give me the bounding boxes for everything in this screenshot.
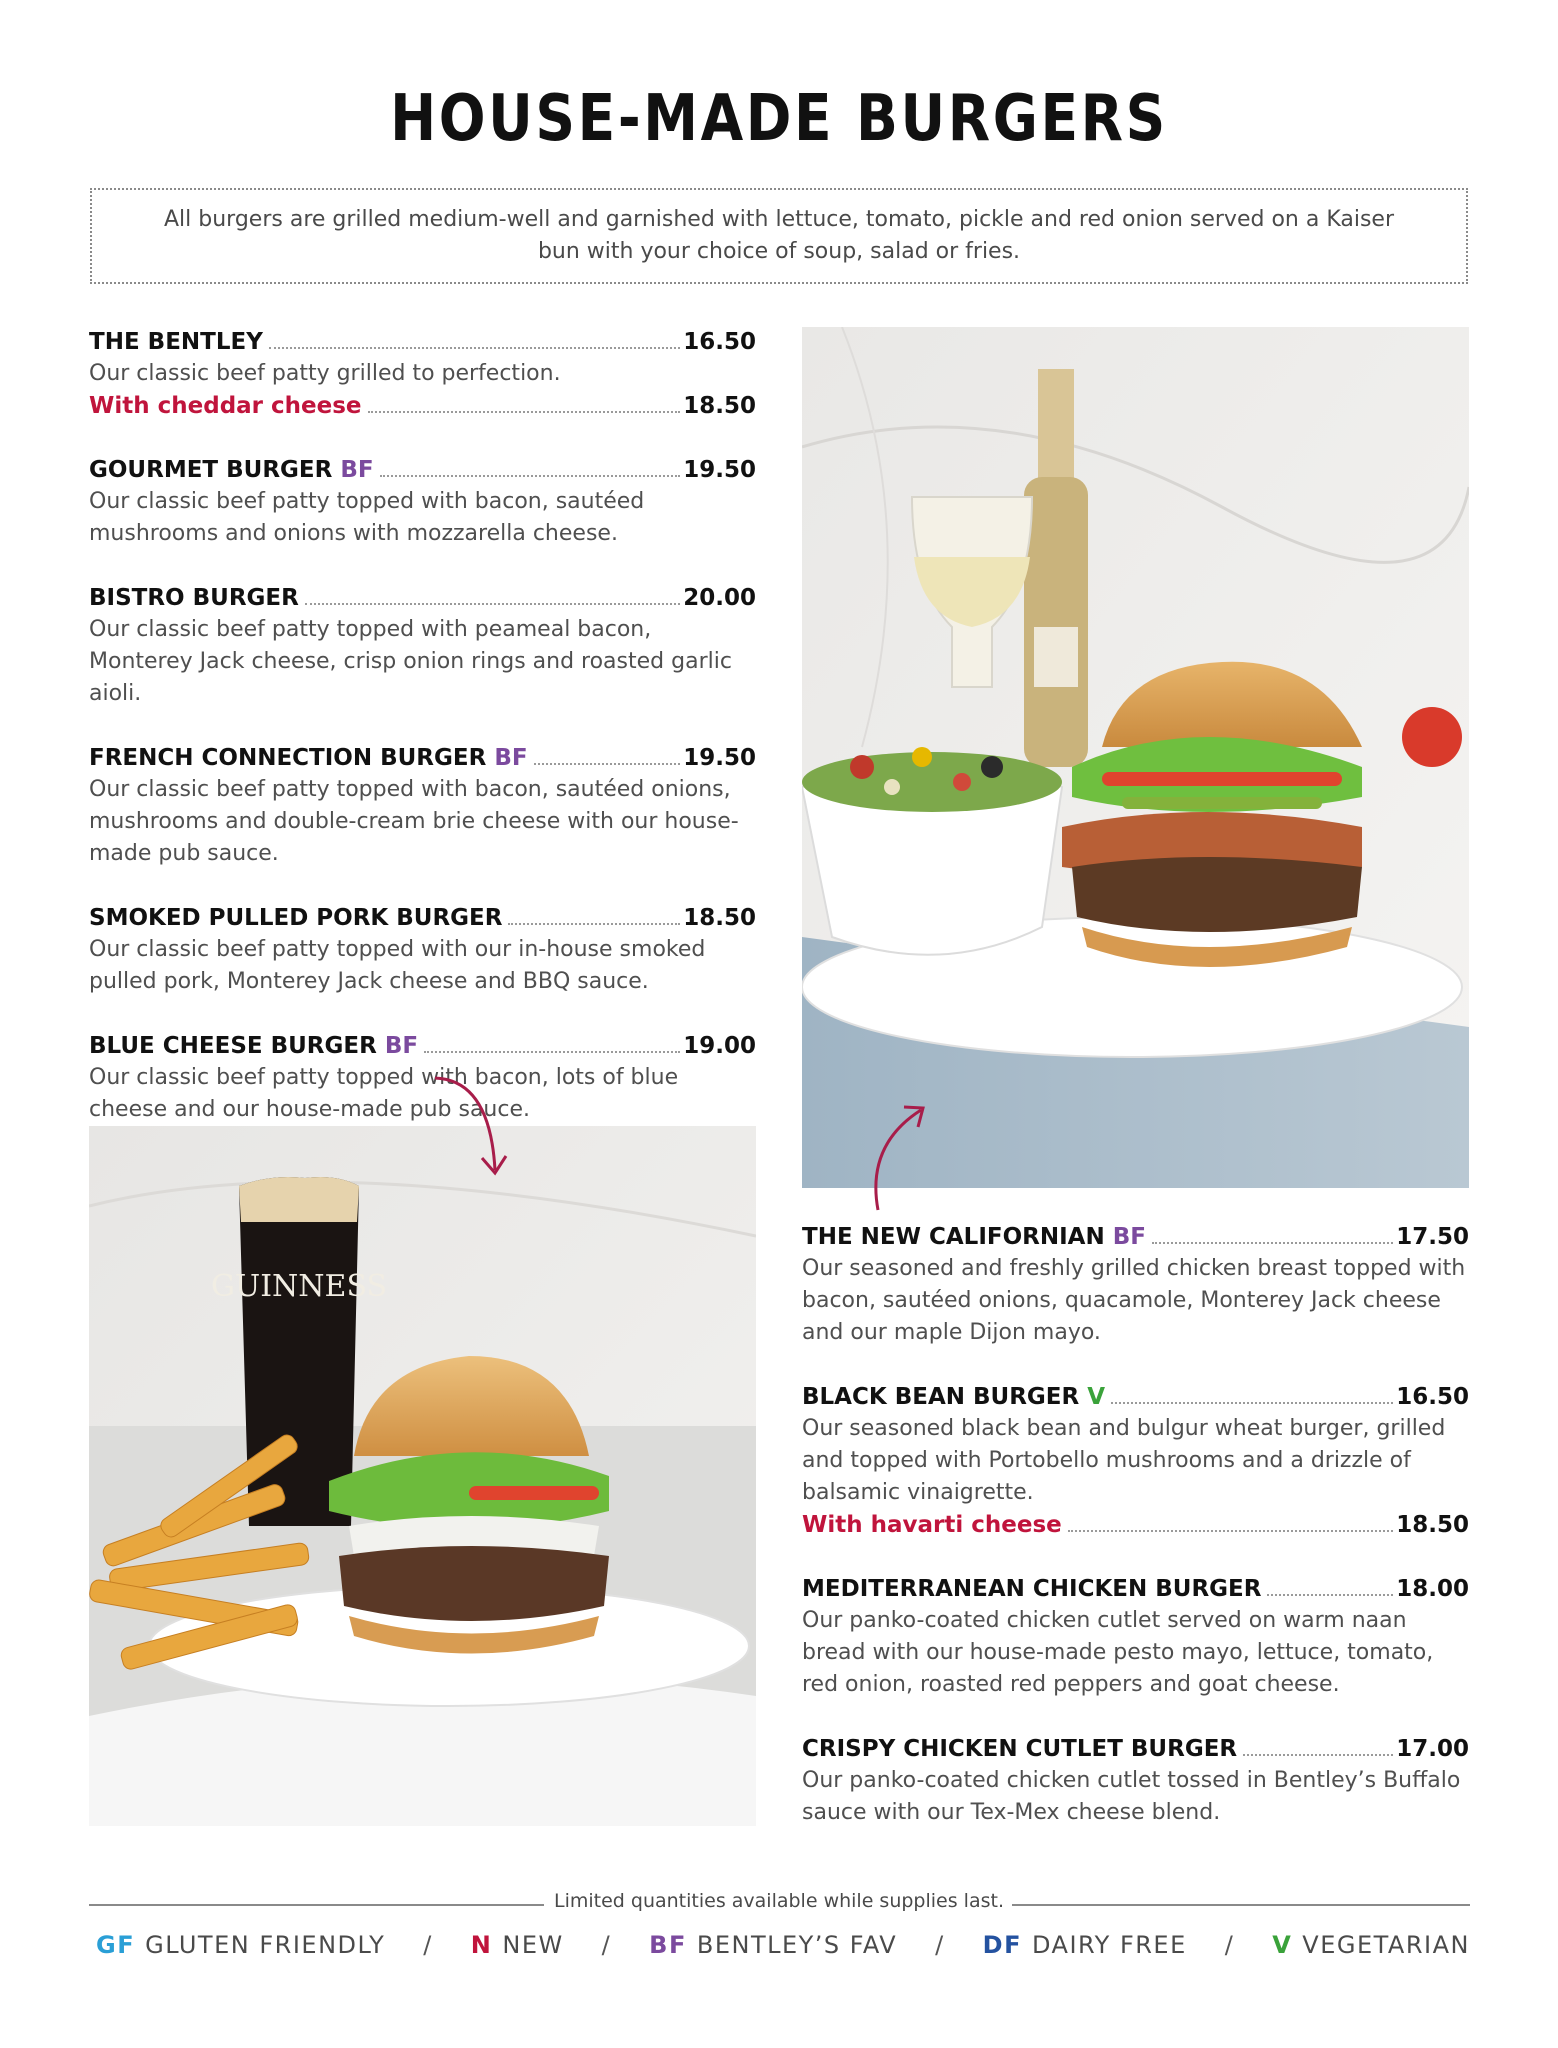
menu-item-description: Our panko-coated chicken cutlet served on warm naan bread with our house-made pesto mayo, lettuce, tomato, red onion, roasted red peppers and goat cheese. [802,1608,1434,1697]
footer-rule-right [1012,1904,1470,1906]
legend-label: BENTLEY’S FAV [696,1931,898,1959]
legend-separator: / [423,1931,433,1959]
menu-item-price: 20.00 [683,585,756,611]
menu-item [802,1381,1469,1541]
legend-item [983,1931,1187,1959]
menu-item-tag: BF [1112,1224,1146,1250]
menu-item-price: 16.50 [1396,1384,1469,1410]
menu-item-name: BLUE CHEESE BURGER [89,1033,377,1059]
legend-code: V [1272,1931,1293,1959]
menu-item-header [89,582,756,614]
legend-separator: / [935,1931,945,1959]
menu-item-price: 19.50 [683,745,756,771]
menu-item-option [89,390,756,422]
legend-separator: / [601,1931,612,1959]
menu-item-name: THE BENTLEY [89,329,263,355]
menu-item-description: Our panko-coated chicken cutlet tossed in Bentley’s Buffalo sauce with our Tex-Mex cheese blend. [802,1768,1461,1825]
dot-leader [424,1051,680,1053]
menu-item-header [89,1030,756,1062]
dot-leader [534,763,681,765]
menu-item-option [802,1509,1469,1541]
menu-item-description: Our seasoned black bean and bulgur wheat burger, grilled and topped with Portobello mushrooms and a drizzle of balsamic vinaigrette. [802,1416,1446,1505]
legend-label: VEGETARIAN [1302,1931,1470,1959]
menu-item-price: 19.50 [683,457,756,483]
legend-code: DF [982,1931,1022,1959]
arrow-down-icon [430,1070,520,1185]
menu-item [89,326,756,422]
menu-item-description: Our seasoned and freshly grilled chicken breast topped with bacon, sautéed onions, quacamole, Monterey Jack cheese and our maple Dijon mayo. [802,1256,1466,1345]
legend-item [96,1931,385,1959]
menu-item-option-price: 18.50 [683,393,756,419]
menu-item-tag: BF [340,457,374,483]
legend-label: GLUTEN FRIENDLY [145,1931,386,1959]
blue-cheese-burger-photo [89,1126,756,1826]
dot-leader [1068,1530,1393,1532]
menu-item-name: BISTRO BURGER [89,585,299,611]
menu-item-option-price: 18.50 [1396,1512,1469,1538]
menu-item-name: BLACK BEAN BURGER [802,1384,1080,1410]
menu-item-tag: V [1087,1384,1106,1410]
legend-code: N [470,1931,493,1959]
menu-item-price: 19.00 [683,1033,756,1059]
menu-item-header [802,1381,1469,1413]
menu-item [89,1030,756,1126]
menu-item [89,582,756,710]
menu-item-description: Our classic beef patty grilled to perfection. [89,361,561,386]
dot-leader [368,411,681,413]
dot-leader [1111,1402,1393,1404]
arrow-up-icon [866,1095,936,1215]
menu-item [802,1221,1469,1349]
menu-item-option-name: With havarti cheese [802,1512,1062,1538]
legend-label: NEW [502,1931,564,1959]
menu-item-tag: BF [494,745,528,771]
footer-note: Limited quantities available while supplies last. [554,1890,1004,1912]
menu-item-header [802,1221,1469,1253]
intro-box: All burgers are grilled medium-well and garnished with lettuce, tomato, pickle and red onion served on a Kaiser bun with your choice of soup, salad or fries. [90,188,1468,284]
menu-item [89,902,756,998]
menu-item-description: Our classic beef patty topped with our in-house smoked pulled pork, Monterey Jack cheese and BBQ sauce. [89,937,706,994]
menu-item-header [89,742,756,774]
menu-item [802,1733,1469,1829]
dot-leader [380,475,681,477]
menu-item-name: SMOKED PULLED PORK BURGER [89,905,503,931]
menu-item-price: 18.00 [1396,1576,1469,1602]
dietary-legend [96,1931,1470,1959]
menu-item [89,742,756,870]
footer-rule-left [89,1904,544,1906]
menu-item-price: 18.50 [683,905,756,931]
legend-separator: / [1224,1931,1235,1959]
dot-leader [1243,1754,1393,1756]
menu-item-header [89,454,756,486]
menu-item-price: 17.00 [1396,1736,1469,1762]
menu-item-description: Our classic beef patty topped with bacon, sautéed onions, mushrooms and double-cream brie cheese with our house-made pub sauce. [89,777,739,866]
right-menu-column [802,1221,1469,1861]
menu-item-header [89,326,756,358]
menu-item-price: 16.50 [683,329,756,355]
menu-item-name: FRENCH CONNECTION BURGER [89,745,487,771]
menu-item-description: Our classic beef patty topped with peameal bacon, Monterey Jack cheese, crisp onion rings and roasted garlic aioli. [89,617,732,706]
menu-item [802,1573,1469,1701]
menu-item-header [802,1573,1469,1605]
left-menu-column [89,326,756,1158]
legend-label: DAIRY FREE [1031,1931,1187,1959]
menu-item-name: THE NEW CALIFORNIAN [802,1224,1105,1250]
legend-item [1272,1931,1470,1959]
legend-item [471,1931,564,1959]
menu-item-price: 17.50 [1396,1224,1469,1250]
californian-burger-photo [802,327,1469,1188]
menu-item-name: MEDITERRANEAN CHICKEN BURGER [802,1576,1262,1602]
menu-item-header [89,902,756,934]
menu-item-description: Our classic beef patty topped with bacon, lots of blue cheese and our house-made pub sauce. [89,1065,679,1122]
legend-code: BF [649,1931,687,1959]
menu-item-description: Our classic beef patty topped with bacon, sautéed mushrooms and onions with mozzarella cheese. [89,489,645,546]
page-title: HOUSE-MADE BURGERS [390,82,1168,156]
dot-leader [269,347,680,349]
menu-item [89,454,756,550]
menu-item-header [802,1733,1469,1765]
dot-leader [1267,1594,1393,1596]
legend-code: GF [96,1931,136,1959]
dot-leader [305,603,680,605]
menu-item-tag: BF [384,1033,419,1059]
dot-leader [1152,1242,1393,1244]
menu-item-name: GOURMET BURGER [89,457,333,483]
guinness-logo: GUINNESS [210,1269,388,1304]
dot-leader [508,923,680,925]
legend-item [649,1931,897,1959]
menu-item-name: CRISPY CHICKEN CUTLET BURGER [802,1736,1238,1762]
menu-item-option-name: With cheddar cheese [89,393,362,419]
